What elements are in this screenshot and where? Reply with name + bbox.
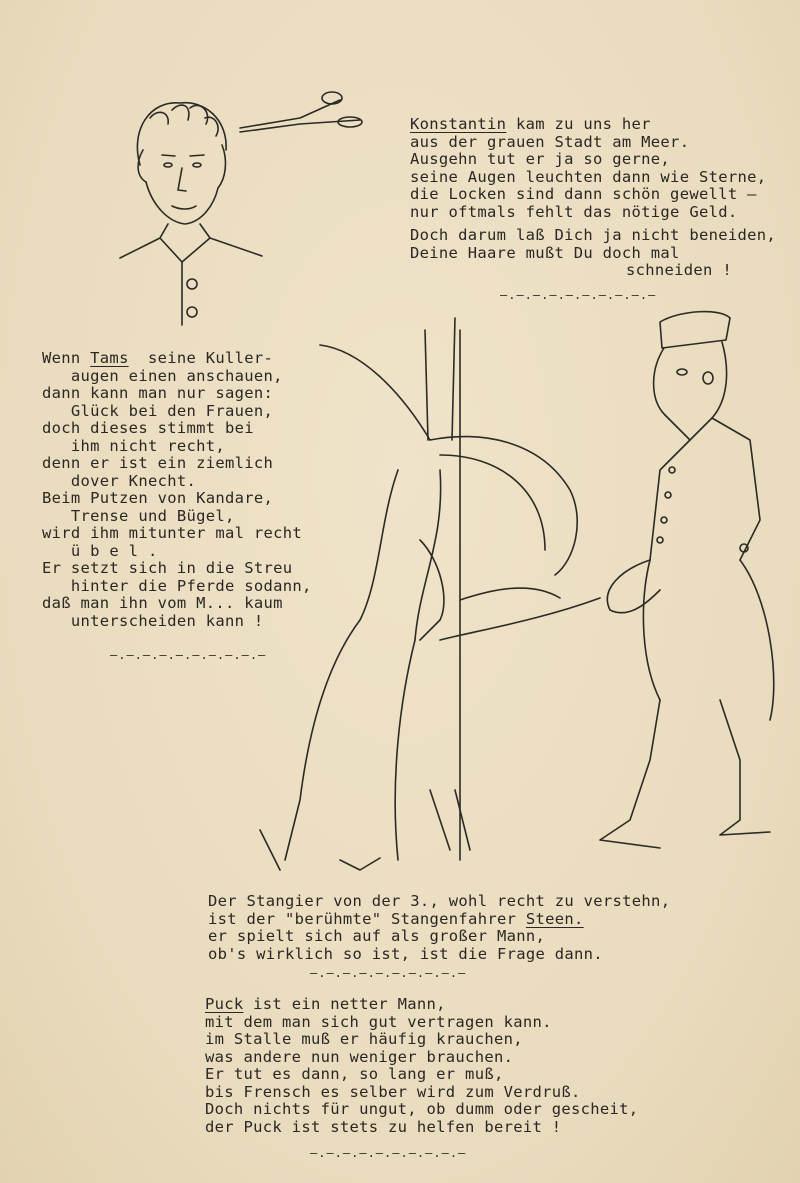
tams-separator: –.–.–.–.–.–.–.–.–.– [110,648,267,662]
man-sketch [600,312,774,848]
verse-line: ob's wirklich so ist, ist die Frage dann. [208,944,603,963]
verse-line: doch dieses stimmt bei [42,419,254,437]
verse-line: mit dem man sich gut vertragen kann. [205,1012,552,1031]
verse-line: die Locken sind dann schön gewellt – [410,185,757,203]
verse-line: dover Knecht. [42,471,197,490]
verse-line: hinter die Pferde sodann, [42,576,312,595]
verse-line: dann kann man nur sagen: [42,384,274,402]
verse-line: Doch darum laß Dich ja nicht beneiden, [410,226,777,244]
verse-line: denn er ist ein ziemlich [42,454,274,472]
konstantin-verse [410,116,776,280]
verse-line: ist der "berühmte" Stangenfahrer Steen. [208,909,584,928]
verse-line: augen einen anschauen, [42,366,283,385]
verse-line: Konstantin kam zu uns her [410,115,651,133]
verse-line: Beim Putzen von Kandare, [42,489,274,507]
steen-name: Steen. [525,909,584,928]
verse-line: ü b e l . [42,541,158,560]
puck-separator: –.–.–.–.–.–.–.–.–.– [310,1146,467,1160]
steen-verse [208,893,670,963]
verse-line: Ausgehn tut er ja so gerne, [410,150,671,168]
puck-verse [205,996,638,1136]
tams-name: Tams [90,349,129,367]
verse-line: der Puck ist stets zu helfen bereit ! [205,1117,562,1136]
verse-line: er spielt sich auf als großer Mann, [208,927,546,945]
verse-line: aus der grauen Stadt am Meer. [410,132,690,151]
verse-line: bis Frensch es selber wird zum Verdruß. [205,1082,581,1101]
verse-line: Puck ist ein netter Mann, [205,995,446,1013]
verse-line: Glück bei den Frauen, [42,401,274,420]
verse-line: Er tut es dann, so lang er muß, [205,1065,504,1083]
verse-line: wird ihm mitunter mal recht [42,524,303,542]
konstantin-separator: –.–.–.–.–.–.–.–.–.– [500,288,657,302]
verse-line: Der Stangier von der 3., wohl recht zu verstehn, [208,892,671,910]
verse-line: daß man ihn vom M... kaum [42,594,283,612]
verse-line: was andere nun weniger brauchen. [205,1047,514,1066]
tams-verse [42,350,312,630]
konstantin-name: Konstantin [410,115,507,133]
steen-separator: –.–.–.–.–.–.–.–.–.– [310,966,467,980]
verse-line: Er setzt sich in die Streu [42,559,293,577]
verse-line: nur oftmals fehlt das nötige Geld. [410,202,738,221]
verse-line: Trense und Bügel, [42,506,235,525]
portrait-sketch [120,92,362,325]
verse-line: seine Augen leuchten dann wie Sterne, [410,167,767,186]
verse-line: Wenn Tams seine Kuller- [42,349,274,367]
puck-name: Puck [205,995,244,1013]
verse-line: ihm nicht recht, [42,436,226,455]
verse-line: Deine Haare mußt Du doch mal [410,243,680,262]
verse-line: unterscheiden kann ! [42,611,264,630]
verse-line: Doch nichts für ungut, ob dumm oder gescheit, [205,1100,639,1118]
verse-line: im Stalle muß er häufig krauchen, [205,1030,523,1048]
verse-line: schneiden ! [626,261,732,279]
